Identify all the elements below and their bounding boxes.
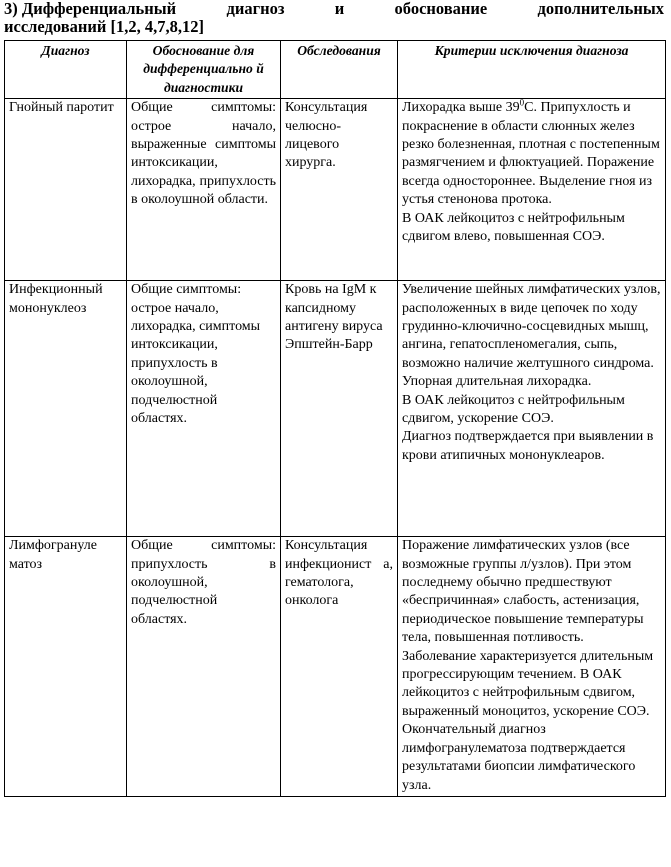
cell-diagnosis: Гнойный паротит — [5, 99, 127, 281]
table-row — [5, 281, 666, 537]
differential-diagnosis-table — [4, 40, 666, 797]
header-rationale: Обоснование для дифференциально й диагностики — [127, 41, 281, 99]
heading-word: 3) Дифференциальный — [4, 0, 177, 18]
section-heading-line-2: исследований [1,2, 4,7,8,12] — [4, 17, 204, 36]
heading-word: и — [334, 0, 345, 18]
table-row — [5, 537, 666, 797]
cell-tests: Консультация инфекционист а, гематолога, онколога — [281, 537, 398, 797]
heading-word: обоснование — [394, 0, 488, 18]
table-header-row — [5, 41, 666, 99]
criteria-paragraph: Поражение лимфатических узлов (все возможные группы л/узлов). При этом последнему обычно предшествуют «беспричинная» слабость, астенизация, периодическое повышение температуры тела, повышенная потливость. Заболевание характеризуется длительным прогрессирующим течением. В ОАК лейкоцитоз с нейтрофильным сдвигом, выраженный моноцитоз, ускорение СОЭ. — [402, 538, 654, 719]
header-tests: Обследования — [281, 41, 398, 99]
criteria-paragraph: В ОАК лейкоцитоз с нейтрофильным сдвигом, ускорение СОЭ. — [402, 392, 625, 427]
cell-criteria — [398, 99, 666, 281]
cell-criteria — [398, 281, 666, 537]
heading-word: дополнительных — [537, 0, 664, 18]
cell-diagnosis: Лимфогрануле матоз — [5, 537, 127, 797]
criteria-paragraph: Окончательный диагноз лимфогранулематоза подтверждается результатами биопсии лимфатического узла. — [402, 722, 636, 793]
heading-word: диагноз — [226, 0, 285, 18]
header-criteria: Критерии исключения диагноза — [398, 41, 666, 99]
criteria-paragraph: Лихорадка выше $39^0С$. Припухлость и покраснение в области слюнных желез резко болезненная, плотная с постепенным размягчением и флюктуацией. Поражение всегда одностороннее. Выделение гноя из устья стенонова протока. — [402, 97, 660, 208]
header-diagnosis: Диагноз — [5, 41, 127, 99]
section-heading — [4, 0, 664, 36]
cell-rationale: Общие симптомы: припухлость в околоушной, подчелюстной областях. — [127, 537, 281, 797]
table-row — [5, 99, 666, 281]
cell-rationale: Общие симптомы: острое начало, лихорадка, симптомы интоксикации, припухлость в околоушной, подчелюстной областях. — [127, 281, 281, 537]
criteria-paragraph: В ОАК лейкоцитоз с нейтрофильным сдвигом влево, повышенная СОЭ. — [402, 210, 625, 245]
cell-criteria — [398, 537, 666, 797]
cell-rationale: Общие симптомы: острое начало, выраженные симптомы интоксикации, лихорадка, припухлость в околоушной области. — [127, 99, 281, 281]
criteria-paragraph: Диагноз подтверждается при выявлении в крови атипичных мононуклеаров. — [402, 429, 654, 463]
cell-diagnosis: Инфекционный мононуклеоз — [5, 281, 127, 537]
cell-tests: Кровь на IgM к капсидному антигену вируса Эпштейн-Барр — [281, 281, 398, 537]
cell-tests: Консультация челюсно-лицевого хирурга. — [281, 99, 398, 281]
degree-superscript: 0 — [519, 97, 525, 108]
criteria-paragraph: Увеличение шейных лимфатических узлов, расположенных в виде цепочек по ходу грудинно-ключично-сосцевидных мышц, ангина, гепатоспленомегалия, сыпь, возможно наличие желтушного синдрома. Упорная длительная лихорадка. — [402, 282, 661, 390]
section-heading-line-1 — [4, 0, 664, 18]
